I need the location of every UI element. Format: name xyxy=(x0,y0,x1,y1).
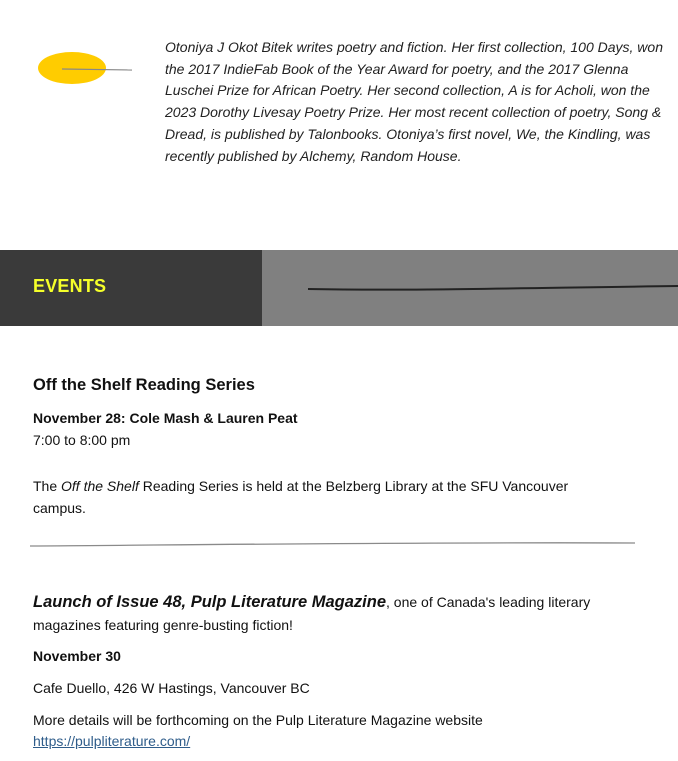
desc-suffix: Reading Series is held at the Belzberg Library at the SFU Vancouver campus. xyxy=(33,478,569,516)
events-grey-panel xyxy=(262,250,678,326)
event-title: Launch of Issue 48, Pulp Literature Magazine xyxy=(33,593,386,611)
desc-series-name: Off the Shelf xyxy=(61,478,139,494)
event-description xyxy=(33,475,613,519)
event-headline-suffix: , one of Canada's leading literary magazines featuring genre-busting fiction! xyxy=(33,594,591,633)
pulp-literature-website-link[interactable]: https://pulpliterature.com/ xyxy=(33,733,191,749)
event-details: More details will be forthcoming on the Pulp Literature Magazine website xyxy=(33,712,483,728)
yellow-brush-mark-icon xyxy=(30,44,140,94)
event-time: 7:00 to 8:00 pm xyxy=(33,432,131,448)
author-bio-text: Otoniya J Okot Bitek writes poetry and fiction. Her first collection, 100 Days, won the 2017 IndieFab Book of the Year Award for poetry, and the 2017 Glenna Luschei Prize for African Poetry. Her second collection, A is for Acholi, won the 2023 Dorothy Livesay Poetry Prize. Her most recent collection of poetry, Song & Dread, is published by Talonbooks. Otoniya’s first novel, We, the Kindling, was recently published by Alchemy, Random House. xyxy=(165,39,663,164)
events-header-band xyxy=(0,250,678,326)
brush-stroke-decoration xyxy=(262,250,678,326)
events-heading: EVENTS xyxy=(33,276,107,296)
event-date: November 28: Cole Mash & Lauren Peat xyxy=(33,410,298,426)
section-divider xyxy=(30,536,635,552)
events-label-box xyxy=(0,250,262,326)
event-headline xyxy=(33,591,633,637)
event-title: Off the Shelf Reading Series xyxy=(33,376,255,394)
event-venue: Cafe Duello, 426 W Hastings, Vancouver BC xyxy=(33,680,310,696)
author-bio-section xyxy=(0,0,678,250)
event-date: November 30 xyxy=(33,648,121,664)
desc-prefix: The xyxy=(33,478,62,494)
